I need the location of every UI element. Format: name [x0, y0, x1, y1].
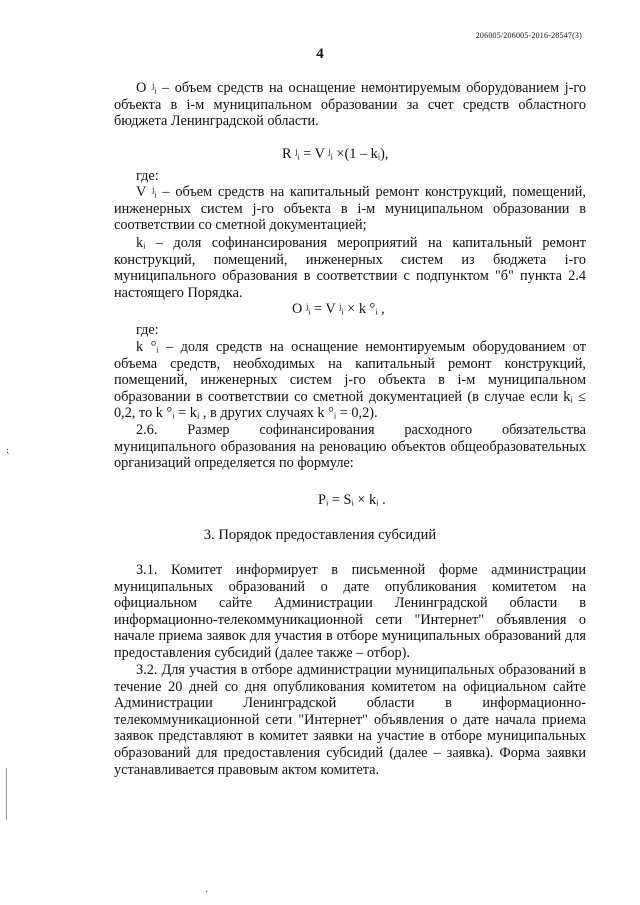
paragraph-3-2: 3.2. Для участия в отборе администрации муниципальных образований в течение 20 дней со дня опубликования комитетом на официальном сайте Администрации Ленинградской области в информационно-телекоммуникационной сети "Интернет" объявления о дате начала приема заявок представляют в комитет заявки на участие в отборе муниципальных образований для предоставления субсидий (далее – заявка). Форма заявки устанавливается правовым актом комитета. [114, 662, 586, 778]
paragraph-2-6: 2.6. Размер софинансирования расходного обязательства муниципального образования на реновацию объектов общеобразовательных организаций определяется по формуле: [114, 422, 586, 472]
formula-o: O ʲᵢ = V ʲᵢ × k °ᵢ , [292, 301, 385, 317]
paragraph-k-definition: kᵢ – доля софинансирования мероприятий на капитальный ремонт конструкций, помещений, инженерных систем из бюджета i-го муниципального образования в соответствии с подпунктом "б" пункта 2.4 настоящего Порядка. [114, 235, 586, 301]
paragraph-v-definition: V ʲᵢ – объем средств на капитальный ремонт конструкций, помещений, инженерных систем j-го объекта в i-м муниципальном образовании в соответствии со сметной документацией; [114, 184, 586, 234]
where-label-2: где: [136, 322, 159, 338]
where-label-1: где: [136, 168, 159, 184]
page-header-id: 206005/206005-2016-28547(3) [475, 31, 582, 40]
section-3-title: 3. Порядок предоставления субсидий [203, 527, 437, 543]
margin-mark-bottom: ⸼ [206, 882, 209, 892]
page-number: 4 [316, 46, 324, 62]
margin-mark-left: ⁏ [6, 445, 10, 455]
paragraph-ko-definition: k °ᵢ – доля средств на оснащение немонтируемым оборудованием от объема средств, необходимых на капитальный ремонт конструкций, помещений, инженерных систем j-го объекта в i-м муниципальном образовании в соответствии со сметной документацией (в случае если kᵢ ≤ 0,2, то k °ᵢ = kᵢ , в других случаях k °ᵢ = 0,2). [114, 339, 586, 422]
formula-p: Pᵢ = Sᵢ × kᵢ . [318, 492, 386, 508]
margin-scan-line [6, 768, 7, 820]
paragraph-o-definition: О ʲᵢ – объем средств на оснащение немонтируемым оборудованием j-го объекта в i-м муниципальном образовании за счет средств областного бюджета Ленинградской области. [114, 80, 586, 130]
paragraph-3-1: 3.1. Комитет информирует в письменной форме администрации муниципальных образований о дате опубликования комитетом на официальном сайте Администрации Ленинградской области в информационно-телекоммуникационной сети "Интернет" объявления о начале приема заявок для участия в отборе муниципальных образований для предоставления субсидий (далее также – отбор). [114, 562, 586, 661]
formula-r: R ʲᵢ = V ʲᵢ ×(1 – kᵢ), [282, 146, 389, 162]
